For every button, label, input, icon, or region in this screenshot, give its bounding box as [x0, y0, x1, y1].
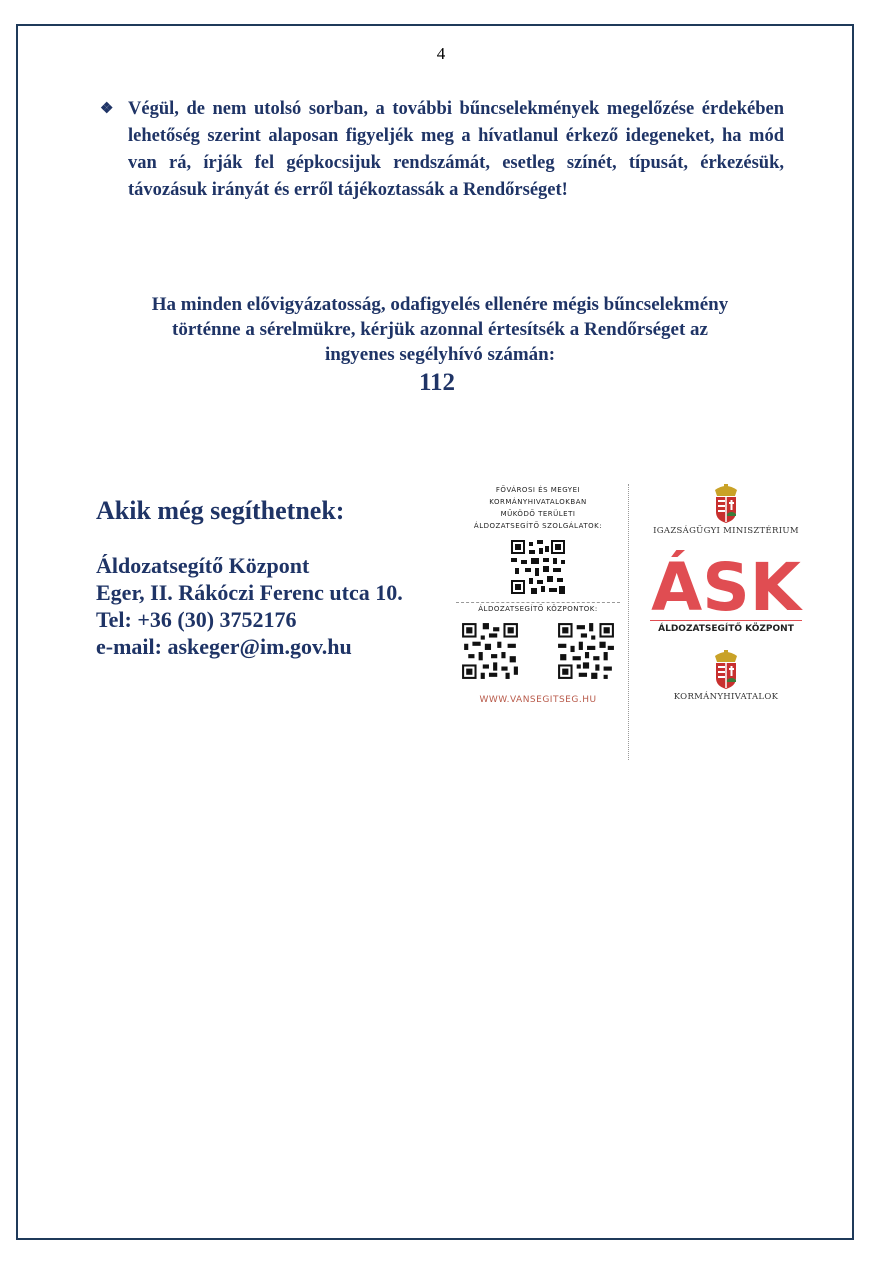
notice-line-2: történne a sérelmükre, kérjük azonnal értesítsék a Rendőrséget az: [172, 319, 708, 340]
qr-code-services-icon: [509, 538, 567, 596]
coat-of-arms-icon-2: [711, 650, 741, 690]
qr-title-line-4: ÁLDOZATSEGÍTŐ SZOLGÁLATOK:: [473, 522, 603, 530]
qr-divider: [456, 602, 620, 603]
logos-panel: [644, 484, 808, 702]
ask-logo: [644, 550, 808, 634]
qr-title-line-3: MŰKÖDŐ TERÜLETI: [500, 510, 576, 518]
diamond-bullet-icon: ❖: [100, 101, 114, 117]
org-name: Áldozatsegítő Központ: [96, 553, 310, 578]
ask-letters-logo: [648, 550, 804, 616]
org-email: e-mail: askeger@im.gov.hu: [96, 634, 352, 659]
ask-full-name: ÁLDOZATSEGÍTŐ KÖZPONT: [650, 620, 802, 634]
notice-line-3: ingyenes segélyhívó számán:: [324, 344, 556, 365]
advice-text: Végül, de nem utolsó sorban, a további bűncselekmények megelőzése érdekében lehetőség szerint alaposan figyeljék meg a hívatlanul érkező idegeneket, ha mód van rá, írják fel gépkocsijuk rendszámát, esetleg színét, típusát, érkezésük, távozásuk irányát és erről tájékoztassák a Rendőrséget!: [128, 99, 784, 200]
ask-letters: ÁSK: [651, 550, 801, 616]
contact-block: [96, 552, 403, 660]
emergency-notice: [60, 292, 820, 367]
helpers-heading: Akik még segíthetnek:: [96, 496, 345, 525]
qr-title-line-2: KORMÁNYHIVATALOKBAN: [489, 498, 587, 506]
emergency-number: 112: [418, 369, 456, 396]
website-url: WWW.VANSEGITSEG.HU: [479, 695, 597, 705]
gov-offices-label: KORMÁNYHIVATALOK: [673, 692, 779, 702]
org-address: Eger, II. Rákóczi Ferenc utca 10.: [96, 580, 403, 605]
org-phone: Tel: +36 (30) 3752176: [96, 607, 297, 632]
qr-code-center-1-icon: [460, 621, 520, 681]
qr-code-center-2-icon: [556, 621, 616, 681]
logo-divider: [628, 484, 629, 760]
qr-title-line-1: FŐVÁROSI ÉS MEGYEI: [495, 486, 581, 494]
notice-line-1: Ha minden elővigyázatosság, odafigyelés ellenére mégis bűncselekmény: [151, 294, 729, 315]
coat-of-arms-icon: [711, 484, 741, 524]
qr-code-row: [456, 613, 620, 681]
page-number: 4: [436, 44, 446, 63]
qr-centers-label: ÁLDOZATSEGÍTŐ KÖZPONTOK:: [478, 605, 598, 613]
qr-code-panel: [456, 484, 620, 705]
ministry-label: IGAZSÁGÜGYI MINISZTÉRIUM: [653, 526, 799, 536]
advice-bullet: [100, 96, 784, 204]
